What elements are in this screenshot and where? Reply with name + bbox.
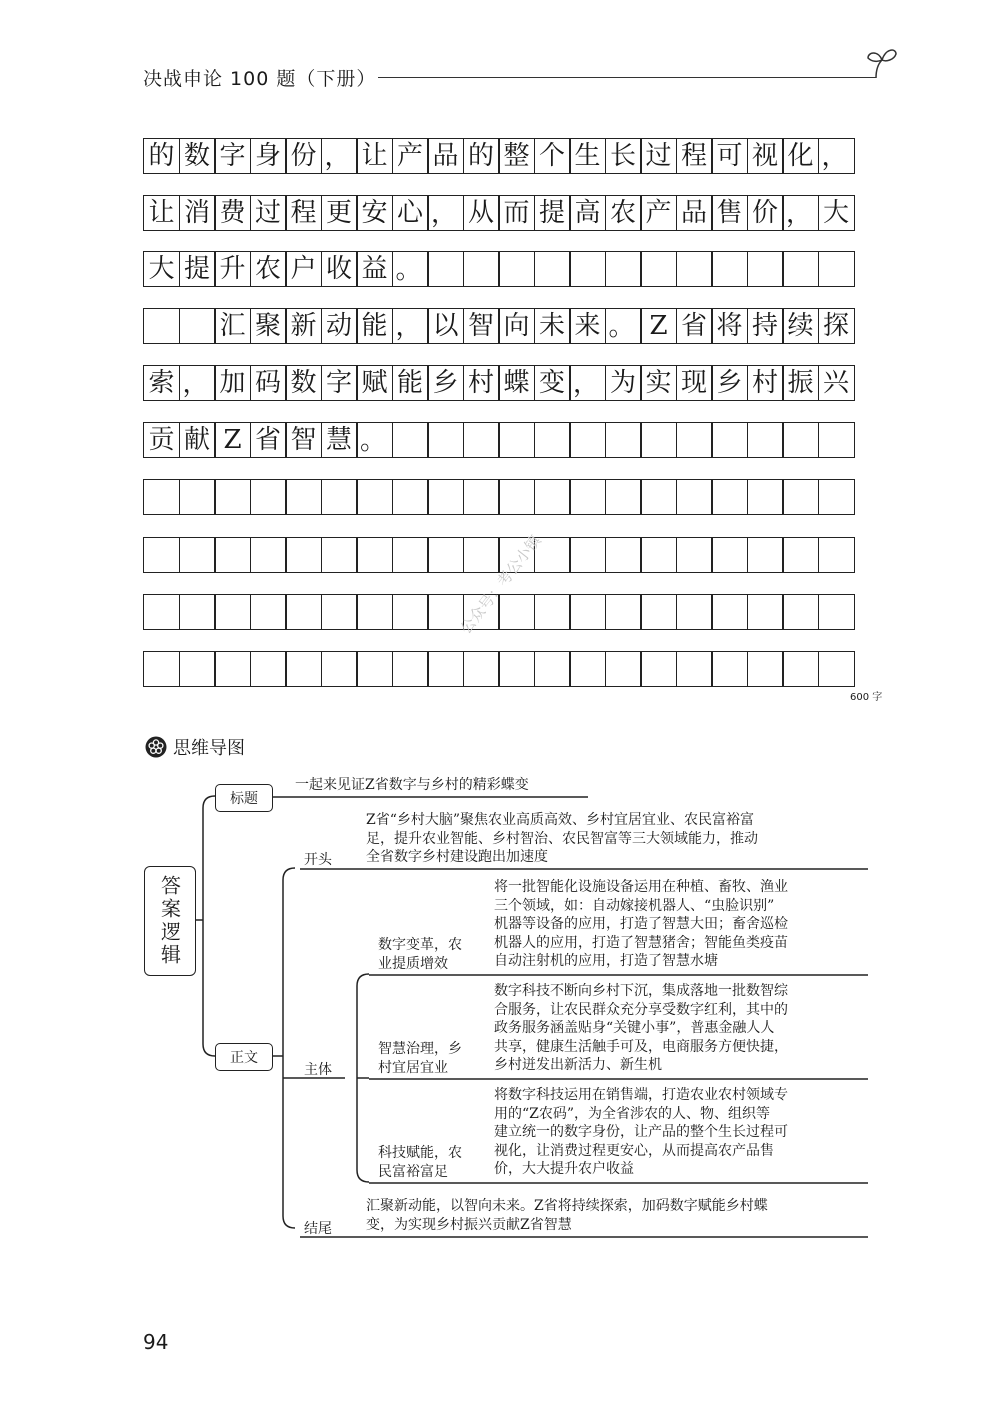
section-label-line: 业提质增效 <box>378 955 448 972</box>
grid-cell: 村 <box>747 365 784 401</box>
grid-cell: 长 <box>605 138 642 174</box>
section-label <box>378 1040 462 1077</box>
opening-text-line: 全省数字乡村建设跑出加速度 <box>366 849 548 865</box>
grid-cell: 。 <box>605 308 642 344</box>
ending-text-line: 汇聚新动能，以智向未来。Z省将持续探索，加码数字赋能乡村蝶 <box>366 1198 768 1214</box>
grid-cell: 省 <box>676 308 713 344</box>
section-label-line: 村宜居宜业 <box>378 1059 448 1076</box>
grid-cell: 赋 <box>356 365 393 401</box>
grid-cell: 消 <box>179 195 216 231</box>
word-count-label: 600 字 <box>850 692 883 703</box>
grid-cell: 产 <box>640 195 677 231</box>
opening-text <box>366 811 758 867</box>
grid-cell: 续 <box>782 308 819 344</box>
grid-cell: 化 <box>782 138 819 174</box>
grid-cell: 乡 <box>711 365 748 401</box>
opening-text-line: 足，提升农业智能、乡村智治、农民智富等三大领域能力，推动 <box>366 830 758 847</box>
section-text-line: 数字科技不断向乡村下沉，集成落地一批数智综 <box>494 983 788 999</box>
section-text-line: 三个领域，如：自动嫁接机器人、“虫脸识别” <box>494 897 775 914</box>
grid-cell: 身 <box>250 138 287 174</box>
grid-cell: 安 <box>356 195 393 231</box>
grid-cell: 高 <box>569 195 606 231</box>
grid-cell: 蝶 <box>498 365 535 401</box>
section-label <box>378 936 462 973</box>
grid-cell: 索 <box>143 365 180 401</box>
watermark: 公众号：考公小镇 <box>456 531 545 638</box>
section-text-line: 共享，健康生活触手可及，电商服务方便快捷， <box>494 1038 788 1055</box>
grid-cell: 可 <box>711 138 748 174</box>
section-text-line: 价，大大提升农户收益 <box>494 1161 634 1177</box>
grid-cell: 字 <box>321 365 358 401</box>
opening-label: 开头 <box>304 852 332 868</box>
section-label-line: 科技赋能，农 <box>378 1145 462 1161</box>
grid-cell: 智 <box>463 308 500 344</box>
grid-cell: 新 <box>285 308 322 344</box>
opening-text-line: Z省“乡村大脑”聚焦农业高质高效、乡村宜居宜业、农民富裕富 <box>366 812 755 828</box>
title-box-text: 标题 <box>230 791 258 807</box>
section-label-line: 智慧治理，乡 <box>378 1041 462 1057</box>
grid-cell: 大 <box>143 251 180 287</box>
section-text-line: 机器人的应用，打造了智慧猪舍；智能鱼类疫苗 <box>494 934 788 951</box>
main-label: 主体 <box>304 1062 332 1078</box>
grid-cell: 程 <box>676 138 713 174</box>
grid-cell: 而 <box>498 195 535 231</box>
grid-cell: 户 <box>285 251 322 287</box>
grid-cell: 未 <box>534 308 571 344</box>
grid-cell: 持 <box>747 308 784 344</box>
grid-cell: 能 <box>392 365 429 401</box>
grid-cell: 。 <box>356 422 393 458</box>
grid-cell: 个 <box>534 138 571 174</box>
grid-cell: 变 <box>534 365 571 401</box>
title-text: 一起来见证Z省数字与乡村的精彩蝶变 <box>295 777 529 793</box>
grid-cell: ， <box>427 195 464 231</box>
grid-cell: 以 <box>427 308 464 344</box>
grid-cell: Z <box>640 308 677 344</box>
grid-cell: 让 <box>356 138 393 174</box>
grid-cell: 更 <box>321 195 358 231</box>
grid-cell: 聚 <box>250 308 287 344</box>
section-text-line: 将数字科技运用在销售端，打造农业农村领域专 <box>494 1087 788 1103</box>
section-text-line: 自动注射机的应用，打造了智慧水塘 <box>494 953 718 969</box>
grid-cell: 益 <box>356 251 393 287</box>
grid-cell: 兴 <box>818 365 855 401</box>
grid-cell: 产 <box>392 138 429 174</box>
grid-cell: 品 <box>427 138 464 174</box>
grid-cell: Z <box>214 422 251 458</box>
grid-cell: 收 <box>321 251 358 287</box>
grid-cell: 实 <box>640 365 677 401</box>
section-label-line: 民富裕富足 <box>378 1163 448 1180</box>
grid-cell: 数 <box>285 365 322 401</box>
grid-cell: 的 <box>143 138 180 174</box>
grid-cell: 生 <box>569 138 606 174</box>
book-title: 决战申论 100 题（下册） <box>143 68 377 90</box>
grid-cell: 振 <box>782 365 819 401</box>
grid-cell: 的 <box>463 138 500 174</box>
grid-cell: 过 <box>640 138 677 174</box>
mindmap-root <box>144 866 196 976</box>
section-text <box>494 878 788 971</box>
grid-cell: 升 <box>214 251 251 287</box>
grid-cell: ， <box>321 138 358 174</box>
grid-cell: 乡 <box>427 365 464 401</box>
grid-cell: 数 <box>179 138 216 174</box>
grid-cell: 智 <box>285 422 322 458</box>
grid-cell: ， <box>782 195 819 231</box>
section-text-line: 乡村迸发出新活力、新生机 <box>494 1057 662 1073</box>
grid-cell: 村 <box>463 365 500 401</box>
section-label-line: 数字变革，农 <box>378 937 462 953</box>
body-box <box>215 1043 273 1071</box>
grid-cell: 农 <box>250 251 287 287</box>
grid-cell: 向 <box>498 308 535 344</box>
grid-cell: ， <box>569 365 606 401</box>
grid-cell: ， <box>818 138 855 174</box>
section-text-line: 机器等设备的应用，打造了智慧大田；畜舍巡检 <box>494 916 788 932</box>
grid-cell: 大 <box>818 195 855 231</box>
page-number: 94 <box>143 1330 169 1354</box>
grid-cell: 献 <box>179 422 216 458</box>
grid-cell: 加 <box>214 365 251 401</box>
section-text <box>494 982 788 1075</box>
title-box <box>215 784 273 812</box>
grid-cell: 。 <box>392 251 429 287</box>
grid-cell: 省 <box>250 422 287 458</box>
grid-cell: 慧 <box>321 422 358 458</box>
grid-cell: 动 <box>321 308 358 344</box>
section-label <box>378 1144 462 1181</box>
section-text-line: 合服务，让农民群众充分享受数字红利，其中的 <box>494 1001 788 1018</box>
grid-cell: ， <box>392 308 429 344</box>
grid-cell: 贡 <box>143 422 180 458</box>
grid-cell: 现 <box>676 365 713 401</box>
grid-cell: 品 <box>676 195 713 231</box>
grid-cell: 来 <box>569 308 606 344</box>
grid-cell: 字 <box>214 138 251 174</box>
ending-text-line: 变，为实现乡村振兴贡献Z省智慧 <box>366 1216 572 1233</box>
grid-cell: 从 <box>463 195 500 231</box>
section-text <box>494 1086 788 1179</box>
mindmap-root-text: 答案逻辑 <box>157 875 182 967</box>
grid-cell: 农 <box>605 195 642 231</box>
body-box-text: 正文 <box>230 1050 258 1066</box>
section-text-line: 政务服务涵盖贴身“关键小事”，普惠金融人人 <box>494 1020 775 1036</box>
section-text-line: 用的“Z农码”，为全省涉农的人、物、组织等 <box>494 1105 771 1122</box>
grid-cell: 程 <box>285 195 322 231</box>
grid-cell: 提 <box>179 251 216 287</box>
grid-cell: 码 <box>250 365 287 401</box>
grid-cell: 让 <box>143 195 180 231</box>
grid-cell: 整 <box>498 138 535 174</box>
section-text-line: 将一批智能化设施设备运用在种植、畜牧、渔业 <box>494 879 788 895</box>
grid-cell: 为 <box>605 365 642 401</box>
section-text-line: 视化，让消费过程更安心，从而提高农产品售 <box>494 1142 774 1159</box>
grid-cell: 提 <box>534 195 571 231</box>
mindmap-heading-text: 思维导图 <box>173 738 245 759</box>
grid-cell: 心 <box>392 195 429 231</box>
grid-cell: 能 <box>356 308 393 344</box>
grid-cell: 份 <box>285 138 322 174</box>
section-text-line: 建立统一的数字身份，让产品的整个生长过程可 <box>494 1124 788 1140</box>
grid-cell: ， <box>179 365 216 401</box>
grid-cell: 过 <box>250 195 287 231</box>
grid-cell: 价 <box>747 195 784 231</box>
ending-label: 结尾 <box>304 1221 332 1237</box>
grid-cell: 探 <box>818 308 855 344</box>
grid-cell: 费 <box>214 195 251 231</box>
grid-cell: 将 <box>711 308 748 344</box>
grid-cell: 视 <box>747 138 784 174</box>
ending-text <box>366 1197 768 1234</box>
grid-cell: 汇 <box>214 308 251 344</box>
grid-cell: 售 <box>711 195 748 231</box>
